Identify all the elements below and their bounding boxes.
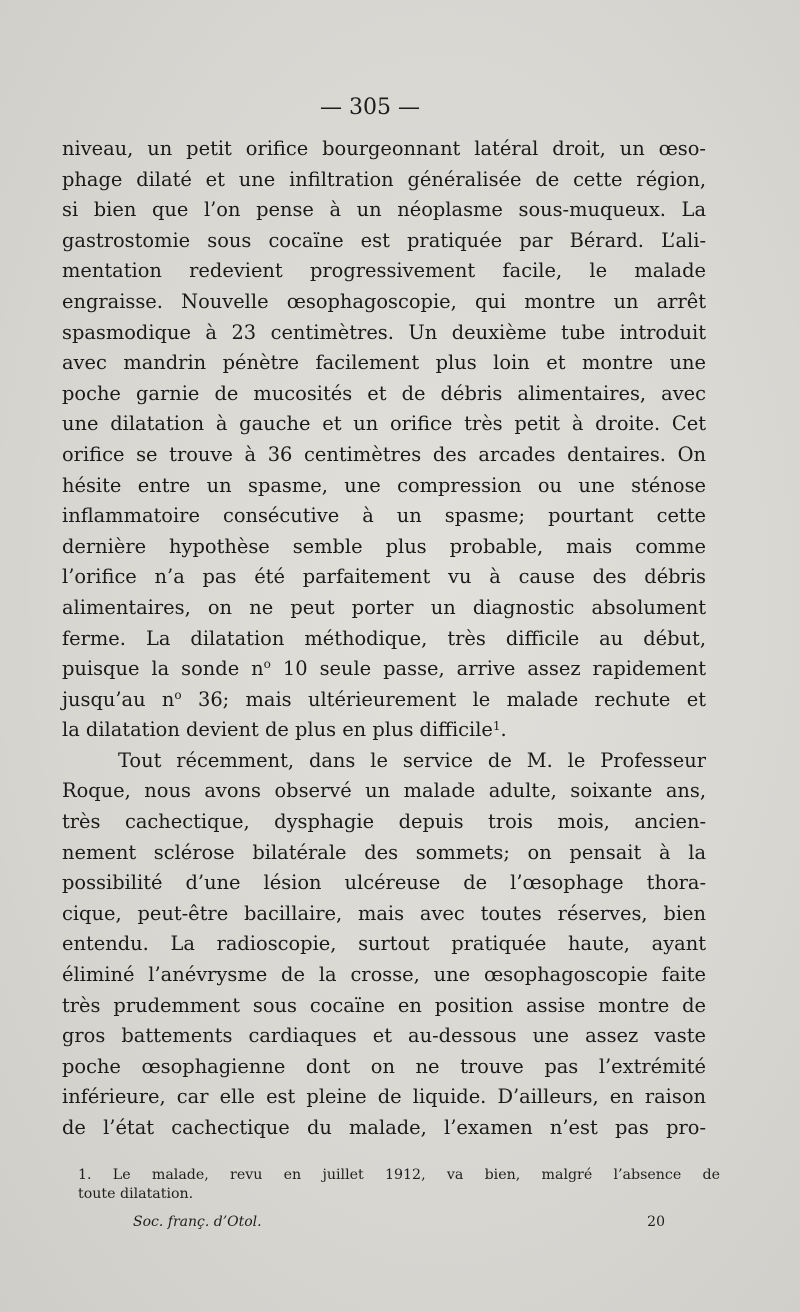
- text-line: Roque, nous avons observé un malade adulte, soixante ans,: [62, 779, 706, 803]
- text-line: engraisse. Nouvelle œsophagoscopie, qui montre un arrêt: [62, 289, 706, 313]
- text-line: de l’état cachectique du malade, l’examen n’est pas pro-: [62, 1116, 706, 1139]
- text-line: hésite entre un spasme, une compression ou une sténose: [62, 473, 706, 497]
- journal-signature: Soc. franç. d’Otol.: [133, 1214, 262, 1230]
- text-line: inflammatoire consécutive à un spasme; pourtant cette: [62, 504, 706, 528]
- text-line: niveau, un petit orifice bourgeonnant latéral droit, un œso-: [62, 137, 706, 160]
- text-line: 1. Le malade, revu en juillet 1912, va bien, malgré l’absence de: [78, 1167, 720, 1183]
- text-line: possibilité d’une lésion ulcéreuse de l’œsophage thora-: [62, 871, 706, 895]
- text-line: éliminé l’anévrysme de la crosse, une œsophagoscopie faite: [62, 963, 706, 987]
- text-line: toute dilatation.: [78, 1186, 194, 1202]
- text-line: ferme. La dilatation méthodique, très difficile au début,: [62, 626, 706, 650]
- text-line: dernière hypothèse semble plus probable, mais comme: [62, 534, 706, 558]
- text-line: avec mandrin pénètre facilement plus loin et montre une: [62, 351, 706, 375]
- signature-number: 20: [647, 1214, 665, 1230]
- text-line: phage dilaté et une infiltration généralisée de cette région,: [62, 167, 706, 191]
- paragraph-2: [62, 746, 706, 1144]
- text-line: entendu. La radioscopie, surtout pratiquée haute, ayant: [62, 932, 706, 956]
- text-line: l’orifice n’a pas été parfaitement vu à cause des débris: [62, 565, 706, 589]
- footnote: [78, 1166, 720, 1204]
- text-line: poche garnie de mucosités et de débris alimentaires, avec: [62, 381, 706, 405]
- text-line: jusqu’au $n^o$ 36; mais ultérieurement le malade rechute et: [62, 687, 707, 711]
- text-line: alimentaires, on ne peut porter un diagnostic absolument: [62, 595, 706, 619]
- footnote-ref: 1: [492, 718, 501, 733]
- text-line: très prudemment sous cocaïne en position assise montre de: [62, 993, 706, 1017]
- text-line: puisque la sonde $n^o$ 10 seule passe, arrive assez rapidement: [62, 657, 706, 681]
- text-line: la dilatation devient de plus en plus difficile$^1$.: [62, 718, 507, 742]
- paragraph-1: [62, 134, 706, 654]
- text-line: spasmodique à 23 centimètres. Un deuxième tube introduit: [62, 320, 706, 344]
- text-line: mentation redevient progressivement facile, le malade: [62, 259, 706, 283]
- text-line: Tout récemment, dans le service de M. le Professeur: [118, 748, 706, 772]
- text-line: gros battements cardiaques et au-dessous une assez vaste: [62, 1024, 706, 1048]
- text-line: inférieure, car elle est pleine de liquide. D’ailleurs, en raison: [62, 1085, 706, 1109]
- body-text: [62, 134, 706, 1144]
- page-footer: [133, 1214, 665, 1230]
- text-line: poche œsophagienne dont on ne trouve pas l’extrémité: [62, 1054, 706, 1078]
- text-line: très cachectique, dysphagie depuis trois mois, ancien-: [62, 810, 706, 834]
- text-line: si bien que l’on pense à un néoplasme sous-muqueux. La: [62, 198, 706, 222]
- text-line: orifice se trouve à 36 centimètres des arcades dentaires. On: [62, 442, 706, 466]
- text-line: nement sclérose bilatérale des sommets; on pensait à la: [62, 840, 706, 864]
- page-number-header: — 305 —: [320, 95, 420, 120]
- text-line: gastrostomie sous cocaïne est pratiquée par Bérard. L’ali-: [62, 228, 706, 252]
- text-line: une dilatation à gauche et un orifice très petit à droite. Cet: [62, 412, 706, 436]
- text-line: cique, peut-être bacillaire, mais avec toutes réserves, bien: [62, 901, 706, 925]
